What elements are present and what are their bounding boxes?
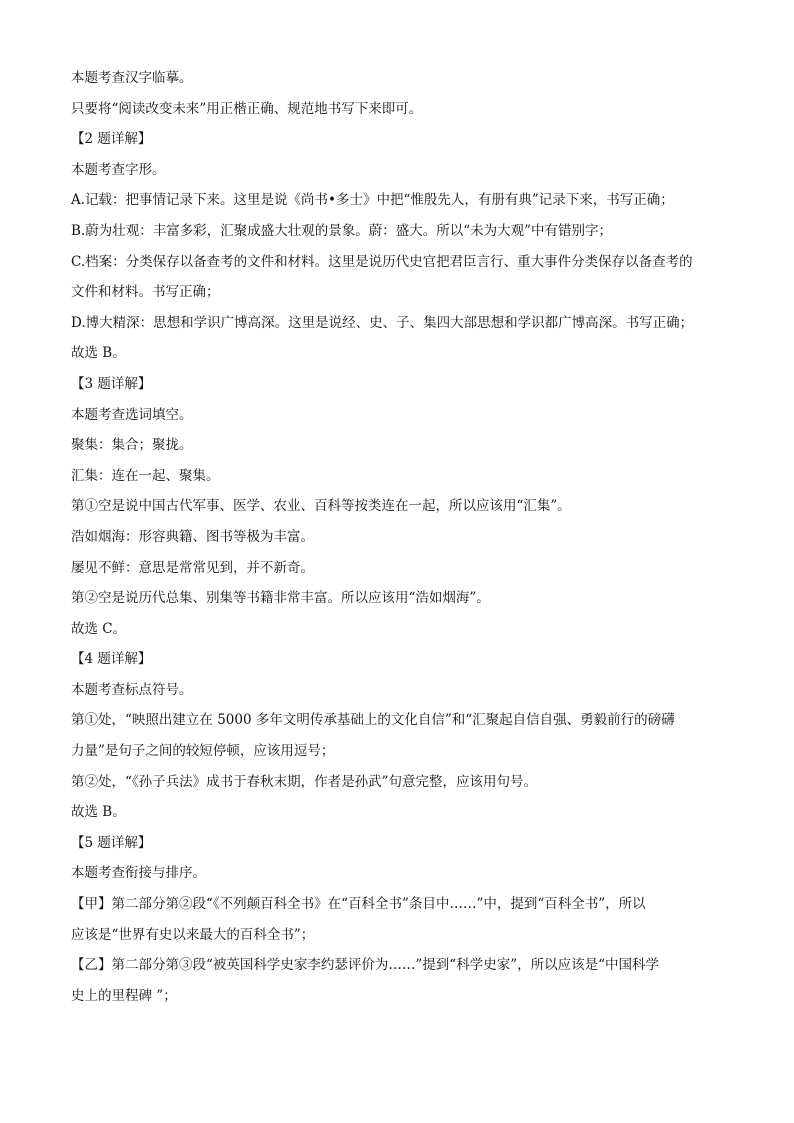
text-line: 第①空是说中国古代军事、医学、农业、百科等按类连在一起，所以应该用“汇集”。	[71, 498, 571, 515]
section-heading-q4: 【4 题详解】	[71, 651, 152, 668]
text-line: 本题考查标点符号。	[71, 681, 193, 698]
option-a: A.记载：把事情记录下来。这里是说《尚书•多士》中把“惟殷先人，有册有典”记录下来，书写正确；	[71, 192, 674, 209]
option-d: D.博大精深：思想和学识广博高深。这里是说经、史、子、集四大部思想和学识都广博高深。书写正确；	[71, 314, 694, 331]
answer-explanation-page	[71, 63, 727, 1011]
text-line: 应该是“世界有史以来最大的百科全书”；	[71, 926, 315, 943]
option-c: C.档案：分类保存以备查考的文件和材料。这里是说历代史官把君臣言行、重大事件分类保存以备查考的	[71, 253, 693, 270]
text-line: 本题考查字形。	[71, 161, 166, 178]
answer-line: 故选 B。	[71, 804, 126, 821]
text-line: 力量”是句子之间的较短停顿，应该用逗号；	[71, 743, 335, 760]
text-line: 本题考查汉字临摹。	[71, 70, 193, 86]
text-line: 聚集：集合；聚拢。	[71, 437, 193, 454]
answer-line: 故选 B。	[71, 345, 126, 362]
section-heading-q5: 【5 题详解】	[71, 834, 152, 851]
text-line: 史上的里程碑 ”；	[71, 987, 177, 1004]
text-line: 第②空是说历代总集、别集等书籍非常丰富。所以应该用“浩如烟海”。	[71, 590, 490, 607]
section-heading-q2: 【2 题详解】	[71, 131, 152, 148]
answer-line: 故选 C。	[71, 620, 127, 637]
text-line: 本题考查选词填空。	[71, 406, 193, 423]
text-line: 【甲】第二部分第②段“《不列颠百科全书》在“百科全书”条目中……”中，提到“百科全书”，所以	[71, 896, 646, 913]
text-line: 浩如烟海：形容典籍、图书等极为丰富。	[71, 528, 314, 545]
section-heading-q3: 【3 题详解】	[71, 375, 152, 392]
text-line: 只要将“阅读改变未来”用正楷正确、规范地书写下来即可。	[71, 100, 423, 117]
text-line: 屡见不鲜：意思是常常见到，并不新奇。	[71, 559, 314, 576]
text-line: 第①处，“映照出建立在 5000 多年文明传承基础上的文化自信”和“汇聚起自信自强、勇毅前行的磅礴	[71, 712, 675, 729]
option-c-continued: 文件和材料。书写正确；	[71, 284, 220, 301]
text-line: 本题考查衔接与排序。	[71, 865, 206, 882]
text-line: 汇集：连在一起、聚集。	[71, 467, 220, 484]
option-b: B.蔚为壮观：丰富多彩，汇聚成盛大壮观的景象。蔚：盛大。所以“未为大观”中有错别字；	[71, 222, 613, 239]
text-line: 【乙】第二部分第③段“被英国科学史家李约瑟评价为……”提到“科学史家”，所以应该是“中国科学	[71, 957, 660, 974]
text-line: 第②处，“《孙子兵法》成书于春秋末期，作者是孙武”句意完整，应该用句号。	[71, 773, 538, 790]
